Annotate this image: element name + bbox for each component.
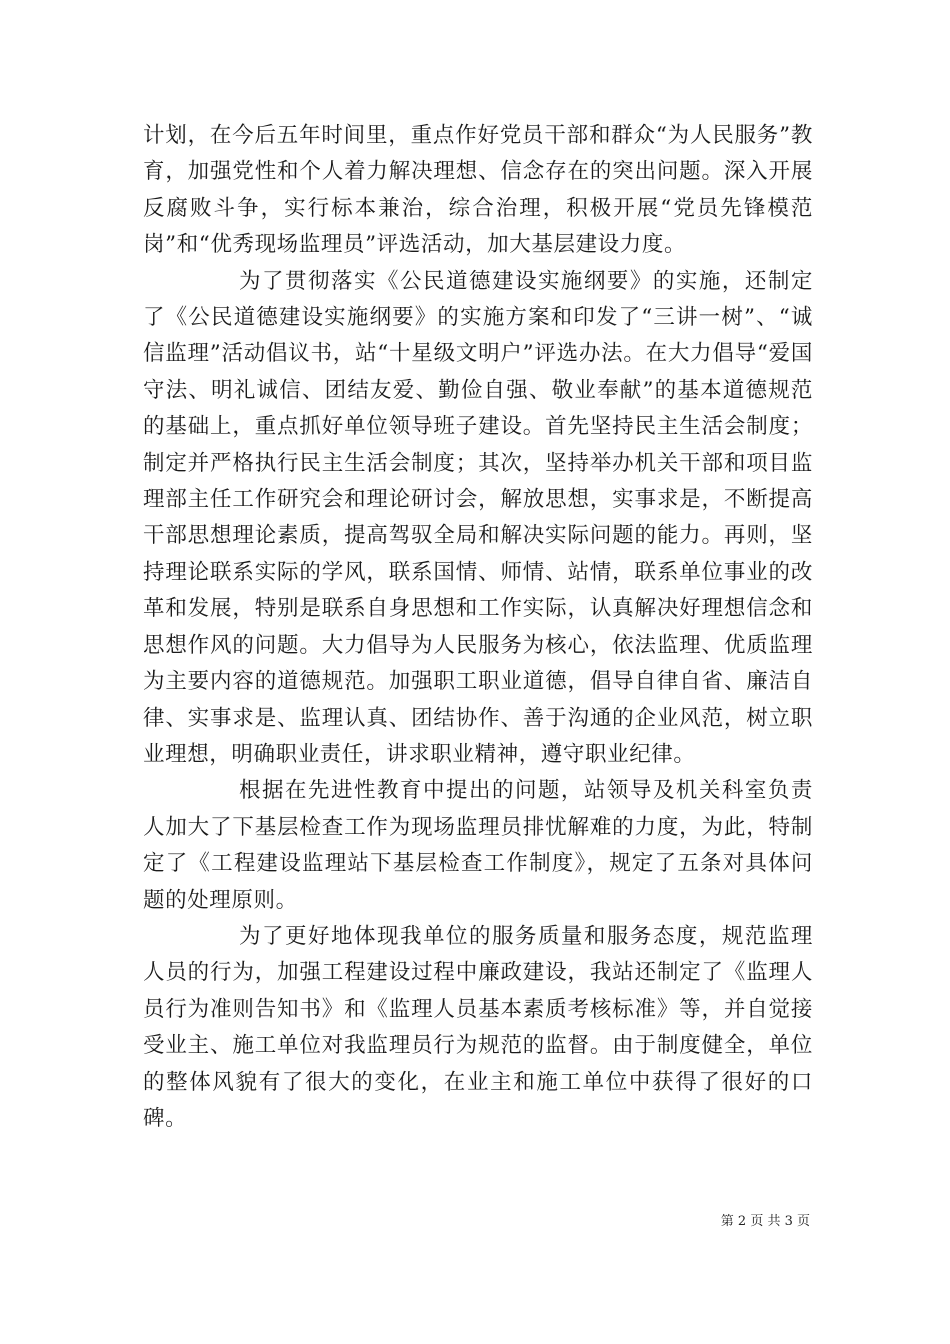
- page-number-footer: 第 2 页 共 3 页: [720, 1214, 810, 1229]
- paragraph-1: 计划，在今后五年时间里，重点作好党员干部和群众“为人民服务”教育，加强党性和个人着力解决理想、信念存在的突出问题。深入开展反腐败斗争，实行标本兼治，综合治理，积极开展“党员先锋模范岗”和“优秀现场监理员”评选活动，加大基层建设力度。: [143, 123, 813, 258]
- paragraph-2: 为了贯彻落实《公民道德建设实施纲要》的实施，还制定了《公民道德建设实施纲要》的实施方案和印发了“三讲一树”、“诚信监理”活动倡议书，站“十星级文明户”评选办法。在大力倡导“爱国守法、明礼诚信、团结友爱、勤俭自强、敬业奉献”的基本道德规范的基础上，重点抓好单位领导班子建设。首先坚持民主生活会制度；制定并严格执行民主生活会制度；其次，坚持举办机关干部和项目监理部主任工作研究会和理论研讨会，解放思想，实事求是，不断提高干部思想理论素质，提高驾驭全局和解决实际问题的能力。再则，坚持理论联系实际的学风，联系国情、师情、站情，联系单位事业的改革和发展，特别是联系自身思想和工作实际，认真解决好理想信念和思想作风的问题。大力倡导为人民服务为核心，依法监理、优质监理为主要内容的道德规范。加强职工职业道德，倡导自律自省、廉洁自律、实事求是、监理认真、团结协作、善于沟通的企业风范，树立职业理想，明确职业责任，讲求职业精神，遵守职业纪律。: [143, 268, 813, 767]
- paragraph-3: 根据在先进性教育中提出的问题，站领导及机关科室负责人加大了下基层检查工作为现场监理员排忧解难的力度，为此，特制定了《工程建设监理站下基层检查工作制度》，规定了五条对具体问题的处理原则。: [143, 778, 813, 913]
- paragraph-4: 为了更好地体现我单位的服务质量和服务态度，规范监理人员的行为，加强工程建设过程中廉政建设，我站还制定了《监理人员行为准则告知书》和《监理人员基本素质考核标准》等，并自觉接受业主、施工单位对我监理员行为规范的监督。由于制度健全，单位的整体风貌有了很大的变化，在业主和施工单位中获得了很好的口碑。: [143, 923, 813, 1131]
- document-body: [143, 118, 813, 1137]
